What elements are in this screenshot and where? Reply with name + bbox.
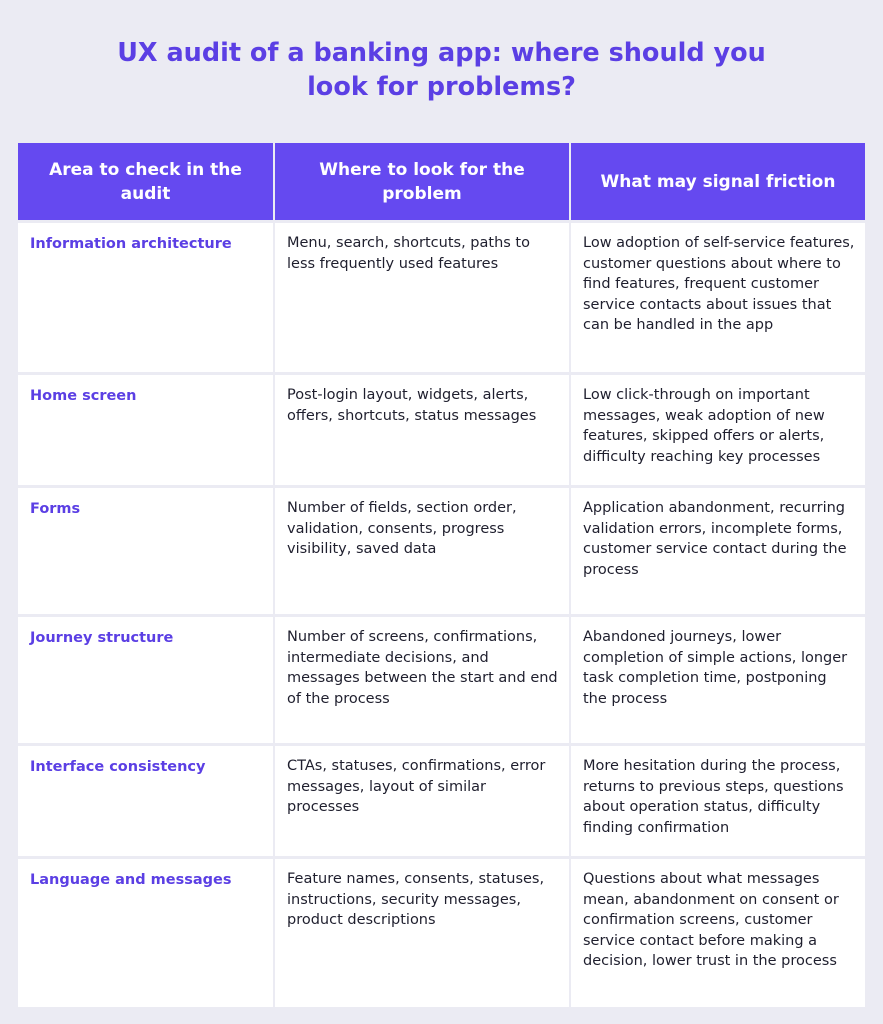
header-signal: What may signal friction [571,143,865,220]
header-area: Area to check in the audit [18,143,273,220]
row-4-signal: Abandoned journeys, lower completion of simple actions, longer task completion time, postponing the process [571,617,865,743]
row-5-where: CTAs, statuses, confirmations, error messages, layout of similar processes [275,746,569,856]
row-6-where: Feature names, consents, statuses, instructions, security messages, product descriptions [275,859,569,1007]
row-3-signal: Application abandonment, recurring validation errors, incomplete forms, customer service contact during the process [571,488,865,614]
row-5-signal: More hesitation during the process, returns to previous steps, questions about operation status, difficulty finding confirmation [571,746,865,856]
row-4-where: Number of screens, confirmations, intermediate decisions, and messages between the start and end of the process [275,617,569,743]
title-line-1: UX audit of a banking app: where should you [117,38,766,68]
row-2-area: Home screen [18,375,273,485]
row-1-area: Information architecture [18,223,273,372]
row-1-signal: Low adoption of self-service features, customer questions about where to find features, frequent customer service contacts about issues that can be handled in the app [571,223,865,372]
audit-table [18,143,865,1007]
row-2-where: Post-login layout, widgets, alerts, offers, shortcuts, status messages [275,375,569,485]
row-5-area: Interface consistency [18,746,273,856]
row-3-where: Number of fields, section order, validation, consents, progress visibility, saved data [275,488,569,614]
title-line-2: look for problems? [307,72,576,102]
row-6-area: Language and messages [18,859,273,1007]
header-where: Where to look for the problem [275,143,569,220]
row-1-where: Menu, search, shortcuts, paths to less frequently used features [275,223,569,372]
row-2-signal: Low click-through on important messages, weak adoption of new features, skipped offers or alerts, difficulty reaching key processes [571,375,865,485]
row-4-area: Journey structure [18,617,273,743]
page-title [0,36,883,104]
row-3-area: Forms [18,488,273,614]
row-6-signal: Questions about what messages mean, abandonment on consent or confirmation screens, customer service contact before making a decision, lower trust in the process [571,859,865,1007]
